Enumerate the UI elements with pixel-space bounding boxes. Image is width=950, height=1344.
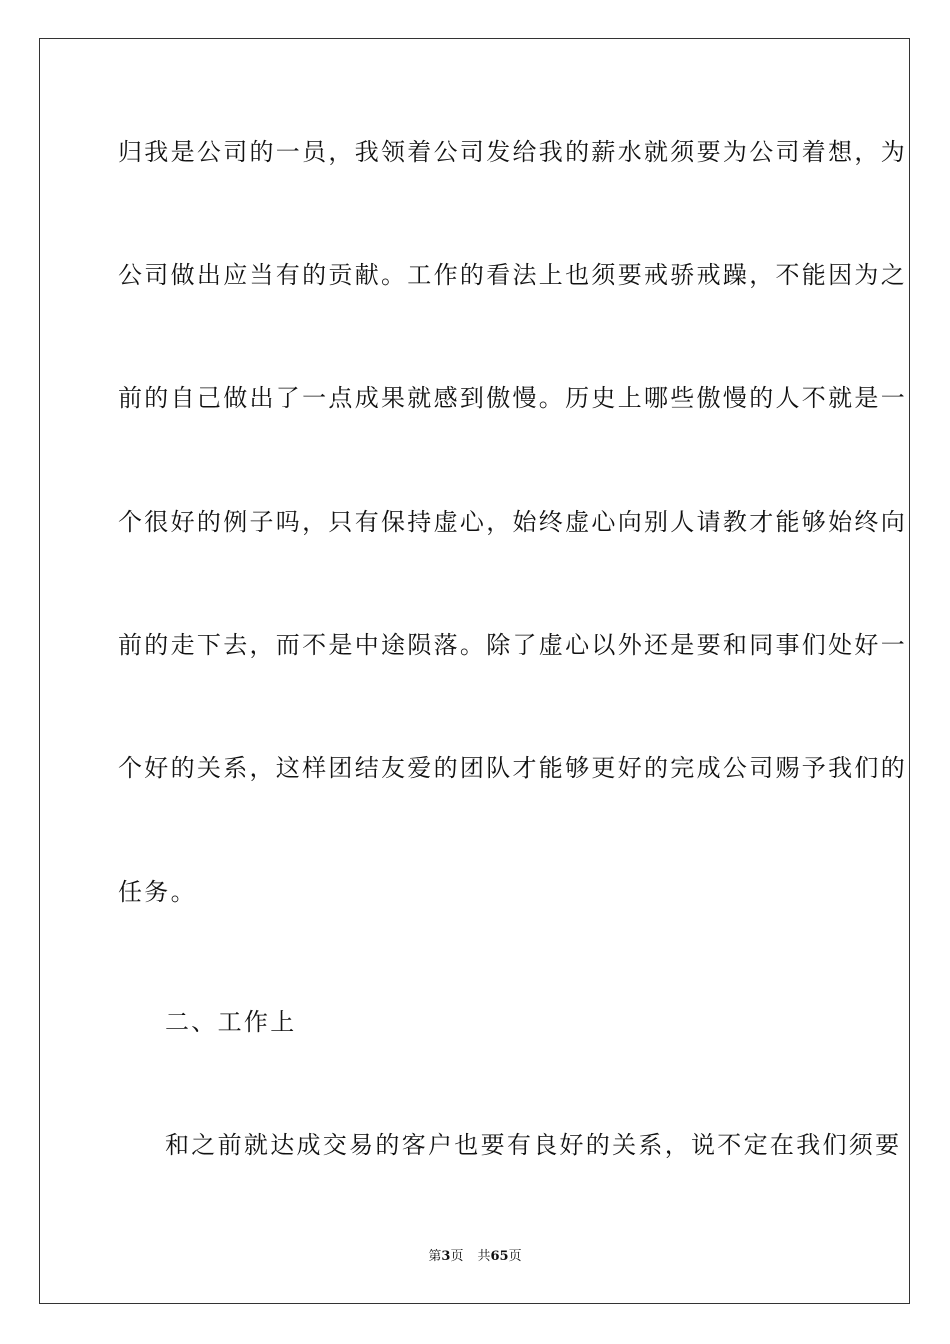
body-text-line: 归我是公司的一员，我领着公司发给我的薪水就须要为公司着想，为 xyxy=(118,138,907,166)
footer-total-pages: 65 xyxy=(490,1249,509,1264)
body-text-line: 前的自己做出了一点成果就感到傲慢。历史上哪些傲慢的人不就是一 xyxy=(118,384,907,412)
footer-total-suffix: 页 xyxy=(508,1249,522,1264)
footer-page-prefix: 第 xyxy=(428,1249,442,1264)
body-text-line: 和之前就达成交易的客户也要有良好的关系，说不定在我们须要 xyxy=(165,1131,902,1159)
body-text-line: 公司做出应当有的贡献。工作的看法上也须要戒骄戒躁，不能因为之 xyxy=(118,261,907,289)
body-text-line: 个好的关系，这样团结友爱的团队才能够更好的完成公司赐予我们的 xyxy=(118,754,907,782)
body-text-line: 个很好的例子吗，只有保持虚心，始终虚心向别人请教才能够始终向 xyxy=(118,508,907,536)
body-text-line: 前的走下去，而不是中途陨落。除了虚心以外还是要和同事们处好一 xyxy=(118,631,907,659)
footer-total-prefix: 共 xyxy=(477,1249,491,1264)
footer-page-number: 3 xyxy=(441,1249,451,1264)
footer-page-suffix: 页 xyxy=(450,1249,464,1264)
section-heading: 二、工作上 xyxy=(165,1008,297,1036)
page-footer xyxy=(0,1248,950,1266)
body-text-line: 任务。 xyxy=(118,878,197,906)
page-border xyxy=(39,38,910,1304)
